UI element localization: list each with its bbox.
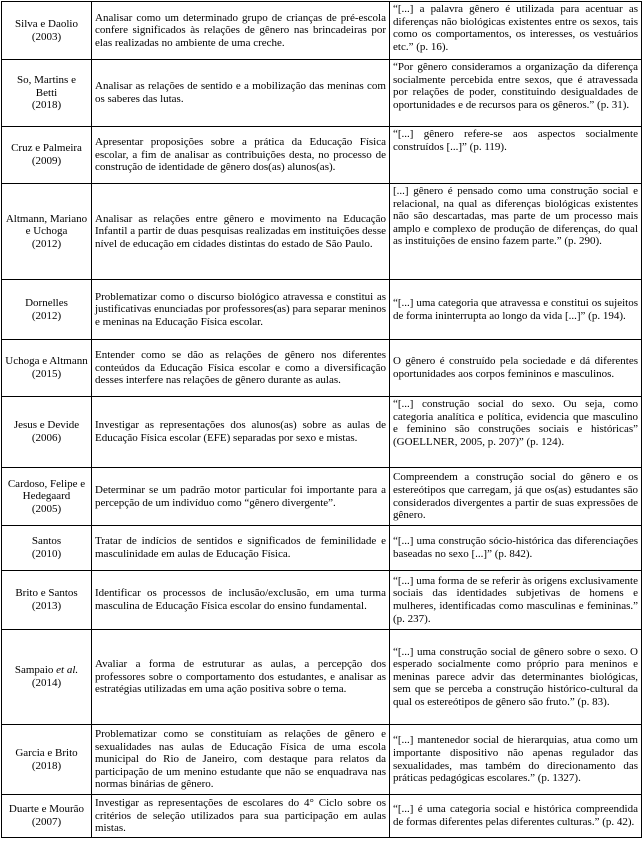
objective-cell: Investigar as representações dos alunos(as) sobre as aulas de Educação Física escolar (EFE) separadas por sexo e mistas. xyxy=(92,397,390,468)
author-etal: et al. xyxy=(56,664,79,677)
objective-cell: Analisar como um determinado grupo de crianças de pré-escola confere significados às relações de gênero nas brincadeiras por elas realizadas no ambiente de uma creche. xyxy=(92,2,390,60)
author-cell xyxy=(2,725,92,795)
author-name: Altmann, Mariano e Uchoga xyxy=(5,212,88,238)
author-year: (2003) xyxy=(31,30,62,43)
author-year: (2005) xyxy=(31,502,62,515)
author-year: (2009) xyxy=(31,155,62,167)
table-row xyxy=(2,127,642,184)
author-name: Cruz e Palmeira xyxy=(11,142,82,155)
objective-cell: Problematizar como se constituíam as relações de gênero e sexualidades nas aulas de Educação Física de uma escola municipal do Rio de Janeiro, com destaque para relatos da participação de um menino estudante que não se enquadrava nas normas binárias de gênero. xyxy=(92,725,390,795)
definition-cell: “[...] uma categoria que atravessa e constitui os sujeitos de forma ininterrupta ao longo da vida [...]” (p. 194). xyxy=(390,280,642,340)
author-surname: Sampaio xyxy=(14,664,54,677)
author-cell xyxy=(2,630,92,725)
definition-cell: Compreendem a construção social do gênero e os estereótipos que carregam, já que os(as) estudantes são considerados divergentes a partir de suas expressões de gênero. xyxy=(390,468,642,526)
author-name: Jesus e Devide xyxy=(13,419,80,432)
author-cell xyxy=(2,60,92,127)
objective-cell: Analisar as relações de sentido e a mobilização das meninas com os saberes das lutas. xyxy=(92,60,390,127)
author-cell xyxy=(2,397,92,468)
definition-cell: “[...] uma construção sócio-histórica das diferenciações baseadas no sexo [...]” (p. 842). xyxy=(390,526,642,571)
author-cell xyxy=(2,571,92,630)
author-year: (2006) xyxy=(31,432,62,444)
objective-cell: Problematizar como o discurso biológico atravessa e constitui as justificativas enunciadas por professores(as) para separar meninos e meninas na Educação Física escolar. xyxy=(92,280,390,340)
author-cell xyxy=(2,795,92,838)
table-row xyxy=(2,184,642,280)
table-row xyxy=(2,630,642,725)
objective-cell: Entender como se dão as relações de gênero nos diferentes conteúdos da Educação Física escolar e como a diversificação desses interfere nas relações de gênero durante as aulas. xyxy=(92,340,390,397)
author-cell xyxy=(2,2,92,60)
author-year: (2018) xyxy=(31,99,62,112)
objective-cell: Determinar se um padrão motor particular foi importante para a percepção de um indivíduo como “gênero divergente”. xyxy=(92,468,390,526)
objective-cell: Apresentar proposições sobre a prática da Educação Física escolar, a fim de analisar as contribuições desta, no processo de construção de identidade de gênero dos(as) alunos(as). xyxy=(92,127,390,184)
author-cell xyxy=(2,526,92,571)
author-cell xyxy=(2,280,92,340)
author-name: Uchoga e Altmann xyxy=(5,355,88,368)
author-name: Santos xyxy=(31,535,62,548)
author-cell xyxy=(2,127,92,184)
author-name: Garcia e Brito (2018) xyxy=(15,746,78,772)
definition-cell: “[...] mantenedor social de hierarquias, atua como um importante dispositivo não apenas regulador das sexualidades, mas também do direcionamento das práticas pedagógicas escolares.” (p. 1327). xyxy=(390,725,642,795)
definition-cell: O gênero é construído pela sociedade e dá diferentes oportunidades aos corpos femininos e masculinos. xyxy=(390,340,642,397)
objective-cell: Identificar os processos de inclusão/exclusão, em uma turma masculina de Educação Física escolar do ensino fundamental. xyxy=(92,571,390,630)
table-row xyxy=(2,526,642,571)
definition-cell: “[...] uma construção social de gênero sobre o sexo. O esperado socialmente como próprio para meninos e meninas parece advir das determinantes biológicas, sem que se perceba a construção histórico-cultural da qual os estereótipos de gênero são fruto.” (p. 83). xyxy=(390,630,642,725)
definition-cell: “[...] a palavra gênero é utilizada para acentuar as diferenças não biológicas existentes entre os sexos, tais como os comportamentos, os interesses, os vestuários etc.” (p. 16). xyxy=(390,2,642,60)
definition-cell: “[...] construção social do sexo. Ou seja, como categoria analítica e política, evidencia que masculino e feminino são construções sociais e históricas” (GOELLNER, 2005, p. 207)” (p. 124). xyxy=(390,397,642,468)
author-cell xyxy=(2,468,92,526)
author-name: Cardoso, Felipe e Hedegaard xyxy=(7,477,86,503)
author-year: (2014) xyxy=(31,677,62,689)
table-row xyxy=(2,571,642,630)
table-row xyxy=(2,2,642,60)
objective-cell: Tratar de indícios de sentidos e significados de feminilidade e masculinidade em aulas de Educação Física. xyxy=(92,526,390,571)
author-name: Silva e Daolio xyxy=(15,17,78,30)
definition-cell: “[...] uma forma de se referir às origens exclusivamente sociais das identidades subjetivas de homens e mulheres, identificadas como masculinas e femininas.” (p. 237). xyxy=(390,571,642,630)
table-row xyxy=(2,60,642,127)
author-name: Duarte e Mourão xyxy=(8,803,85,816)
author-year: (2007) xyxy=(31,816,62,828)
table-row xyxy=(2,725,642,795)
author-year: (2015) xyxy=(31,368,62,380)
author-year: (2010) xyxy=(31,548,62,560)
objective-cell: Analisar as relações entre gênero e movimento na Educação Infantil a partir de duas pesquisas realizadas em instituições desse nível de educação em cidades distintas do estado de São Paulo. xyxy=(92,184,390,280)
author-name: Brito e Santos xyxy=(15,587,78,600)
author-cell xyxy=(2,340,92,397)
definition-cell: “Por gênero consideramos a organização da diferença socialmente percebida entre sexos, que é atravessada por relações de poder, constituindo desigualdades de oportunidades e de recursos para os gêneros.” (p. 31). xyxy=(390,60,642,127)
objective-cell: Investigar as representações de escolares do 4° Ciclo sobre os critérios de seleção utilizados para sua participação em aulas mistas. xyxy=(92,795,390,838)
author-year: (2012) xyxy=(31,237,62,250)
table-row xyxy=(2,340,642,397)
table-row xyxy=(2,280,642,340)
author-name: So, Martins e Betti xyxy=(17,74,76,99)
definition-cell: “[...] gênero refere-se aos aspectos socialmente construídos [...]” (p. 119). xyxy=(390,127,642,184)
author-cell xyxy=(2,184,92,280)
author-name xyxy=(5,664,88,677)
author-year: (2012) xyxy=(31,309,62,322)
definition-cell: [...] gênero é pensado como uma construção social e relacional, na qual as diferenças biológicas existentes não são descartadas, mas parte de um processo mais amplo e complexo de produção de diferenças, do qual as instituições de ensino fazem parte.” (p. 290). xyxy=(390,184,642,280)
table-row xyxy=(2,468,642,526)
author-year: (2013) xyxy=(31,600,62,612)
author-name: Dornelles xyxy=(25,296,68,309)
table-row xyxy=(2,795,642,838)
references-table xyxy=(1,1,642,838)
definition-cell: “[...] é uma categoria social e histórica compreendida de formas diferentes pelas diferentes culturas.” (p. 42). xyxy=(390,795,642,838)
table-row xyxy=(2,397,642,468)
objective-cell: Avaliar a forma de estruturar as aulas, a percepção dos professores sobre o comportamento dos estudantes, e analisar as estratégias utilizadas em uma ação positiva sobre o tema. xyxy=(92,630,390,725)
